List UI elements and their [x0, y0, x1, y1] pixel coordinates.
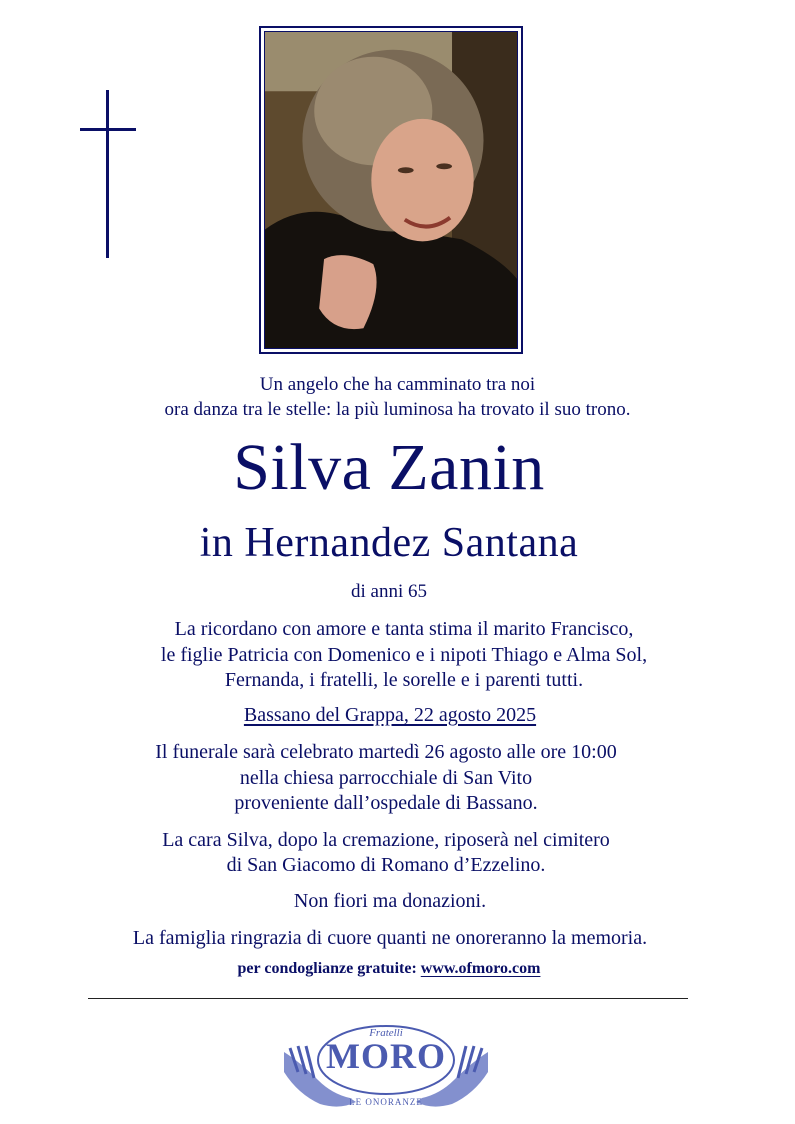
cross-icon: [106, 90, 109, 258]
funeral-line-3: proveniente dall’ospedale di Bassano.: [234, 792, 538, 814]
condolences-label: per condoglianze gratuite:: [237, 960, 417, 977]
mourners-line-1: La ricordano con amore e tanta stima il marito Francisco,: [174, 618, 634, 640]
quote-line-2: ora danza tra le stelle: la più luminosa ha trovato il suo trono.: [164, 399, 631, 420]
logo-main-text: MORO: [326, 1036, 446, 1076]
condolences-line: [0, 959, 778, 979]
condolences-link[interactable]: www.ofmoro.com: [420, 960, 541, 977]
thanks-note: La famiglia ringrazia di cuore quanti ne onoreranno la memoria.: [132, 927, 648, 949]
funeral-line-2: nella chiesa parrocchiale di San Vito: [239, 767, 533, 789]
burial-line-2: di San Giacomo di Romano d’Ezzelino.: [226, 854, 546, 876]
donations-note: Non fiori ma donazioni.: [293, 890, 487, 912]
logo-bottom-text: LE ONORANZE: [349, 1097, 423, 1107]
deceased-married-name: in Hernandez Santana: [199, 520, 579, 566]
quote-line-1: Un angelo che ha camminato tra noi: [259, 374, 536, 395]
burial-line-1: La cara Silva, dopo la cremazione, riposerà nel cimitero: [162, 829, 610, 851]
portrait-photo: [264, 31, 518, 349]
mourners-line-3: Fernanda, i fratelli, le sorelle e i parenti tutti.: [224, 669, 584, 691]
logo-top-text: Fratelli: [369, 1027, 403, 1039]
portrait-frame: [259, 26, 523, 354]
place-date: Bassano del Grappa, 22 agosto 2025: [243, 704, 537, 726]
cross-icon-bar: [80, 128, 136, 131]
deceased-name: Silva Zanin: [233, 431, 545, 504]
funeral-home-logo: [280, 1022, 492, 1122]
funeral-line-1: Il funerale sarà celebrato martedì 26 agosto alle ore 10:00: [155, 741, 617, 763]
divider: [88, 998, 688, 999]
deceased-age: di anni 65: [351, 581, 427, 602]
mourners-line-2: le figlie Patricia con Domenico e i nipoti Thiago e Alma Sol,: [160, 644, 648, 666]
